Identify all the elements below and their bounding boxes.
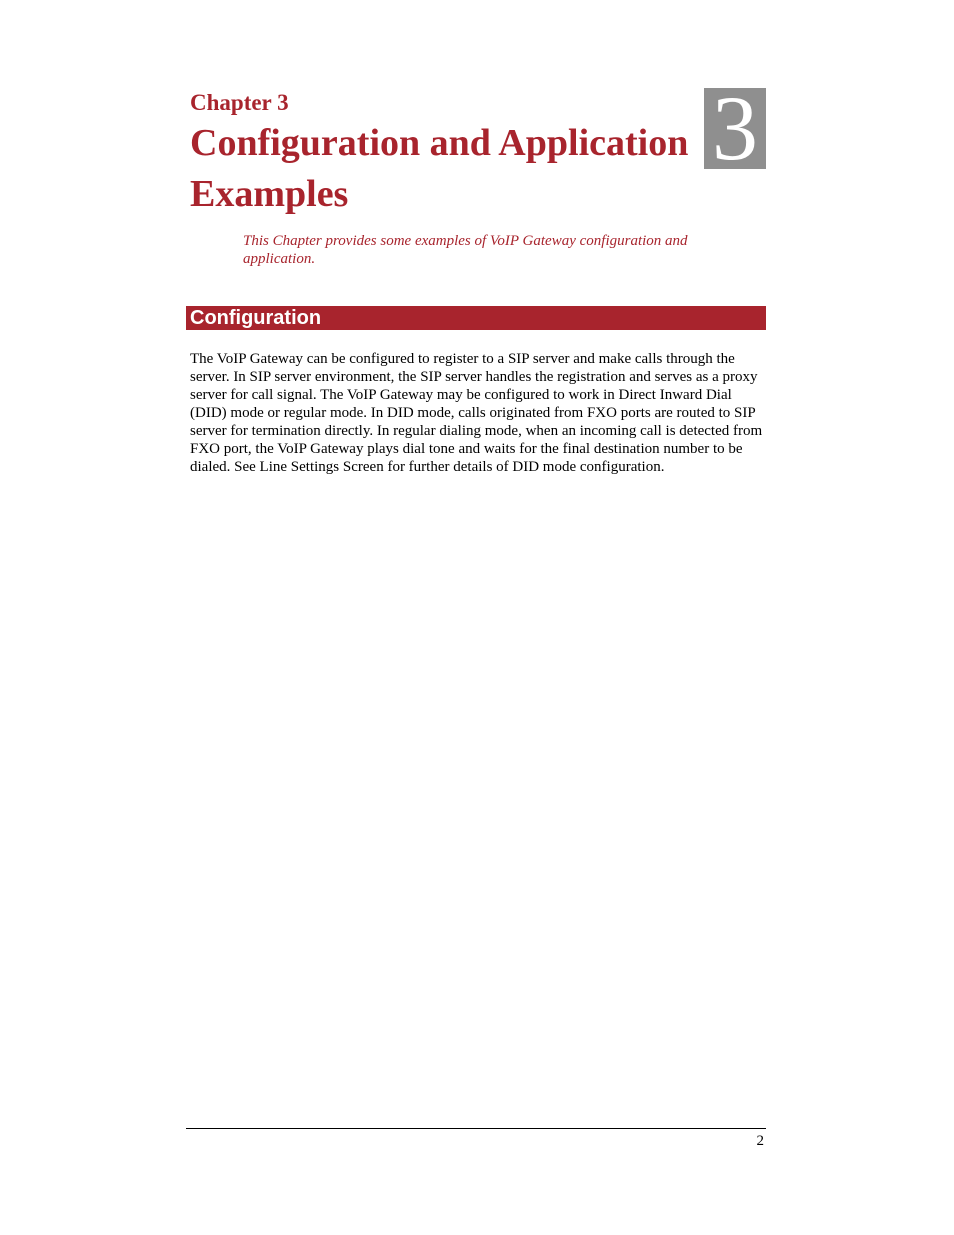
- section-heading-configuration: Configuration: [186, 306, 766, 330]
- chapter-intro: This Chapter provides some examples of VoIP Gateway configuration and application.: [243, 233, 688, 267]
- footer-divider: [186, 1128, 766, 1129]
- page-number: 2: [756, 1133, 764, 1149]
- chapter-number-box: 3: [704, 88, 766, 169]
- chapter-title: Configuration and Application Examples: [190, 122, 689, 215]
- configuration-paragraph: The VoIP Gateway can be configured to register to a SIP server and make calls through the server. In SIP server environment, the SIP server handles the registration and serves as a proxy server for call signal. The VoIP Gateway may be configured to work in Direct Inward Dial (DID) mode or regular mode. In DID mode, calls originated from FXO ports are routed to SIP server for termination directly. In regular dialing mode, when an incoming call is detected from FXO port, the VoIP Gateway plays dial tone and waits for the final destination number to be dialed. See Line Settings Screen for further details of DID mode configuration.: [190, 351, 763, 475]
- chapter-label: Chapter 3: [190, 90, 289, 115]
